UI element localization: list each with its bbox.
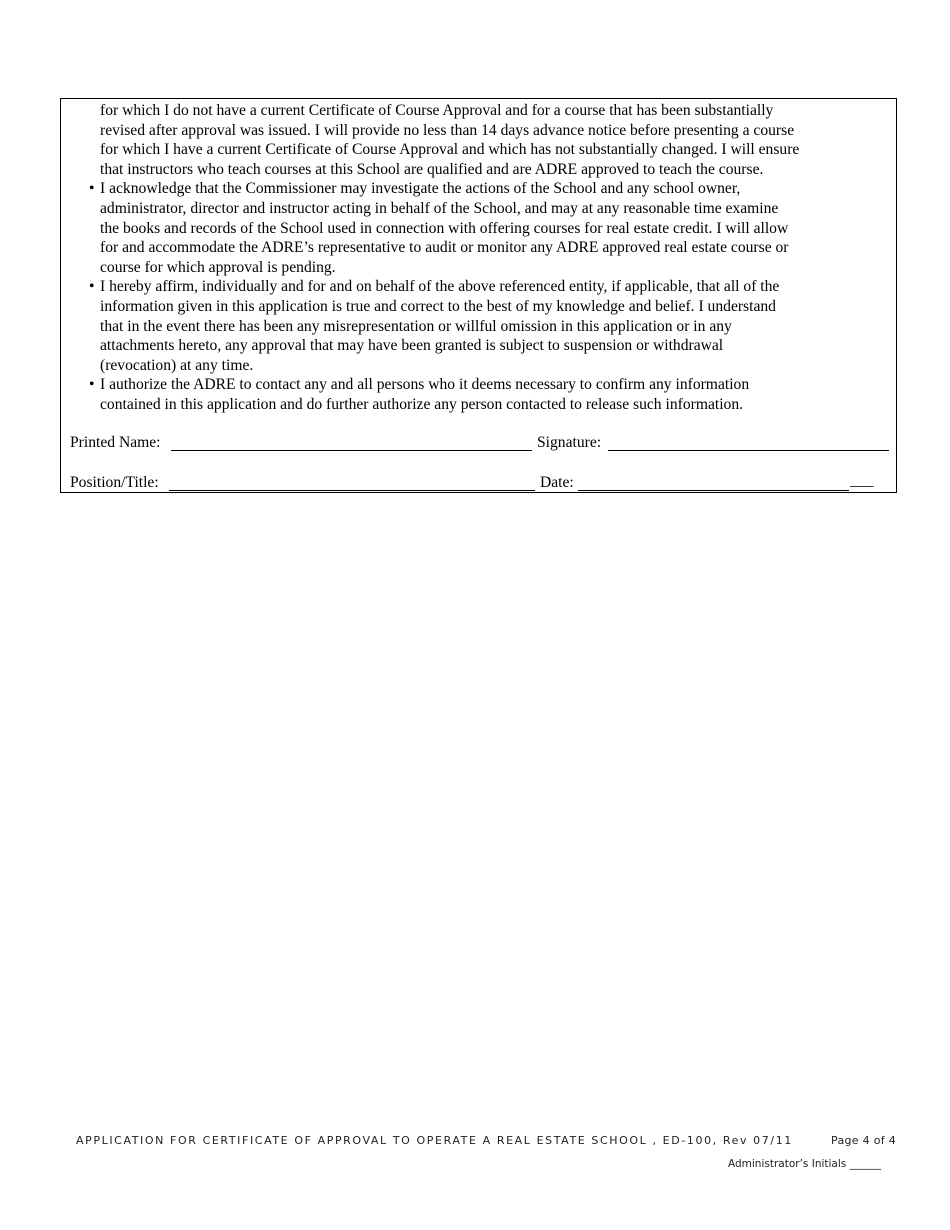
text-line <box>61 101 898 121</box>
bullet-line <box>61 277 898 297</box>
printed-name-label: Printed Name: <box>70 434 161 451</box>
text-line <box>61 199 898 219</box>
text-line <box>61 121 898 141</box>
text-line <box>61 317 898 337</box>
text-line <box>61 356 898 376</box>
text-line <box>61 160 898 180</box>
line-text: course for which approval is pending. <box>100 258 336 276</box>
form-title-footer: APPLICATION FOR CERTIFICATE OF APPROVAL TO OPERATE A REAL ESTATE SCHOOL , ED-100, Rev 07/11 <box>76 1134 793 1147</box>
bullet-line <box>61 179 898 199</box>
date-row <box>540 473 574 492</box>
line-text: I authorize the ADRE to contact any and all persons who it deems necessary to confirm any information <box>100 376 750 394</box>
line-text: that in the event there has been any misrepresentation or willful omission in this application or in any <box>100 317 732 335</box>
line-text: attachments hereto, any approval that may have been granted is subject to suspension or withdrawal <box>100 337 724 355</box>
line-text: I acknowledge that the Commissioner may investigate the actions of the School and any school owner, <box>100 180 741 198</box>
text-line <box>61 258 898 278</box>
text-line <box>61 140 898 160</box>
position-title-label: Position/Title: <box>70 474 159 491</box>
date-trailing: ___ <box>850 472 874 489</box>
signature-field[interactable] <box>608 450 889 451</box>
signature-row <box>537 433 601 452</box>
bullet-glyph: • <box>89 376 95 394</box>
date-label: Date: <box>540 474 574 491</box>
bullet-glyph: • <box>89 180 95 198</box>
affirmation-text <box>61 101 898 415</box>
line-text: administrator, director and instructor acting in behalf of the School, and may at any reasonable time examine <box>100 199 779 217</box>
line-text: for and accommodate the ADRE’s representative to audit or monitor any ADRE approved real estate course or <box>100 239 789 257</box>
line-text: (revocation) at any time. <box>100 356 254 374</box>
line-text: revised after approval was issued. I will provide no less than 14 days advance notice before presenting a course <box>100 121 795 139</box>
text-line <box>61 238 898 258</box>
text-line <box>61 297 898 317</box>
bullet-line <box>61 375 898 395</box>
line-text: for which I do not have a current Certificate of Course Approval and for a course that has been substantially <box>100 102 774 119</box>
text-line <box>61 336 898 356</box>
bullet-glyph: • <box>89 278 95 296</box>
position-title-row <box>70 473 159 492</box>
position-title-field[interactable] <box>169 490 535 491</box>
line-text: information given in this application is true and correct to the best of my knowledge and belief. I understand <box>100 297 776 315</box>
administrator-initials: Administrator’s Initials ______ <box>728 1158 882 1170</box>
page-number: Page 4 of 4 <box>831 1134 897 1147</box>
text-line <box>61 395 898 415</box>
line-text: I hereby affirm, individually and for and on behalf of the above referenced entity, if applicable, that all of the <box>100 278 780 296</box>
text-line <box>61 219 898 239</box>
affirmation-section <box>60 98 897 493</box>
line-text: that instructors who teach courses at this School are qualified and are ADRE approved to teach the course. <box>100 160 764 178</box>
line-text: for which I have a current Certificate of Course Approval and which has not substantially changed. I will ensure <box>100 141 800 159</box>
date-field[interactable] <box>578 490 849 491</box>
line-text: the books and records of the School used in connection with offering courses for real estate credit. I will allow <box>100 219 789 237</box>
printed-name-row <box>70 433 161 452</box>
printed-name-field[interactable] <box>171 450 532 451</box>
line-text: contained in this application and do further authorize any person contacted to release such information. <box>100 395 744 413</box>
signature-label: Signature: <box>537 434 602 451</box>
